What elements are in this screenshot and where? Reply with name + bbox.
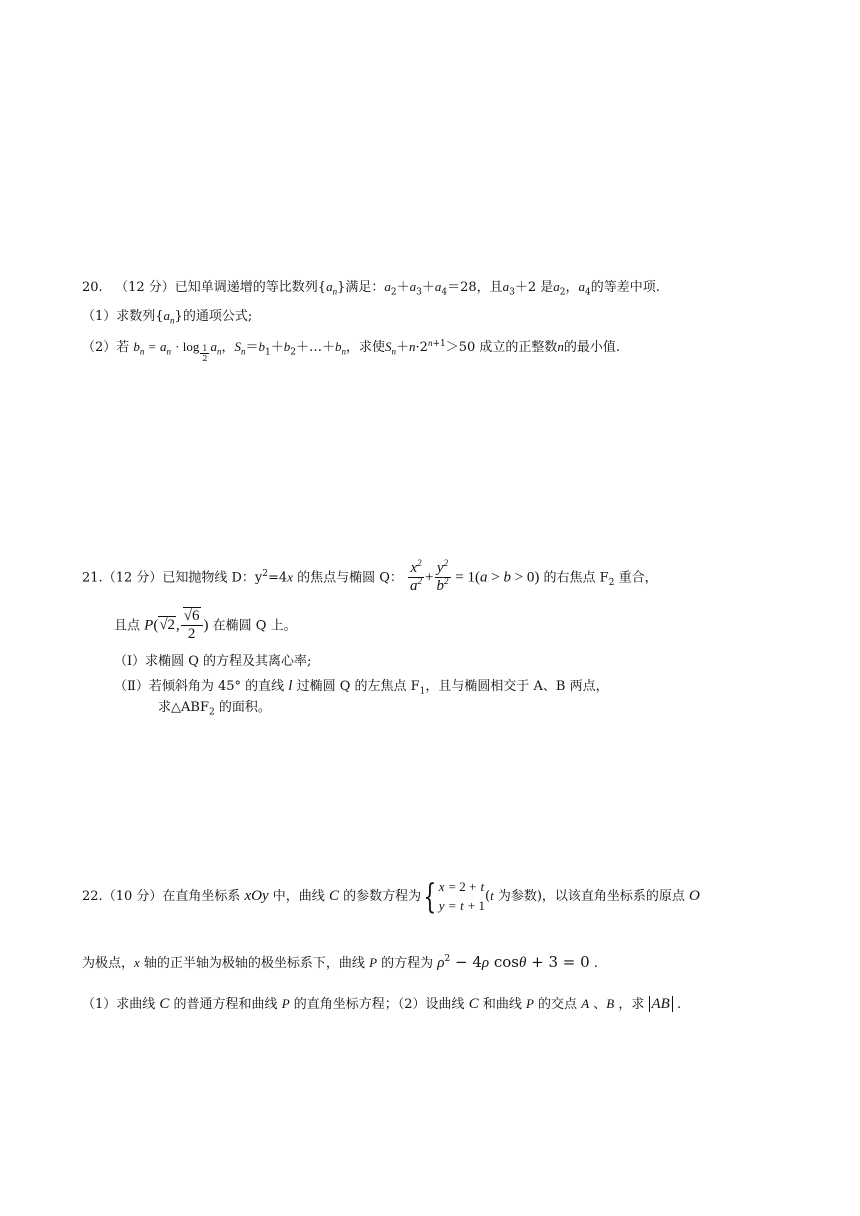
q20-points: （12 分） (115, 280, 175, 295)
q21-stem-line2: 且点 P(√2, $\frac{√6}{2}$ ) 在椭圆 Q 上。 (114, 608, 297, 643)
q21-part2: （Ⅱ）若倾斜角为 45° 的直线 l 过椭圆 Q 的左焦点 $F_1$，且与椭圆相交于 A、B 两点， (114, 678, 609, 697)
q20-part1: （1）求数列$\{a_n\}$的通项公式; (82, 308, 253, 326)
q22-points: （10 分） (102, 889, 163, 905)
q22-stem-line2: 为极点，x 轴的正半轴为极轴的极坐标系下，曲线 P 的方程为 $\rho^2 - 4\rho$ cosθ + 3 = 0 . (82, 953, 598, 971)
q21-number: 21. (82, 570, 103, 586)
q22-parts: （1）求曲线 C 的普通方程和曲线 P 的直角坐标方程；（2）设曲线 C 和曲线 P 的交点 A 、B ，求 AB . (82, 996, 682, 1012)
q20-stem-line: 20. （12 分）已知单调递增的等比数列$\{a_n\}$满足：$a_2+a_3+a_4=28$，且$a_3+2$ 是$a_2$，$a_4$的等差中项. (82, 279, 660, 298)
q22-number: 22. (82, 889, 103, 905)
q22-stem-line: 22.（10 分）在直角坐标系 xOy 中，曲线 C 的参数方程为{ x = 2 + t y = t + 1(t 为参数)，以该直角坐标系的原点 O (82, 876, 700, 917)
q21-stem-line: 21.（12 分）已知抛物线 D：$y^2=4x$ 的焦点与椭圆 Q： $\frac{x^2}{a^2}$ + $\frac{y^2}{b^2}$ = 1(a > b > 0) 的右焦点 $F_2$ 重合， (82, 558, 658, 595)
q21-points: （12 分） (102, 570, 163, 586)
q20-part2: （2）若 $b_n = a_n \cdot \log$ $\frac{1}{2}$ $a_n$，$S_n=b_1+b_2+\dots+b_n$，求使$S_n+n\cdot 2^{n+1}>50$ 成立的正整数n的最小值. (82, 337, 621, 363)
q21-part2b: 求$\triangle ABF_2$ 的面积。 (158, 700, 271, 718)
q20-number: 20. (82, 280, 103, 295)
q21-part1: （Ⅰ）求椭圆 Q 的方程及其离心率; (114, 654, 312, 669)
